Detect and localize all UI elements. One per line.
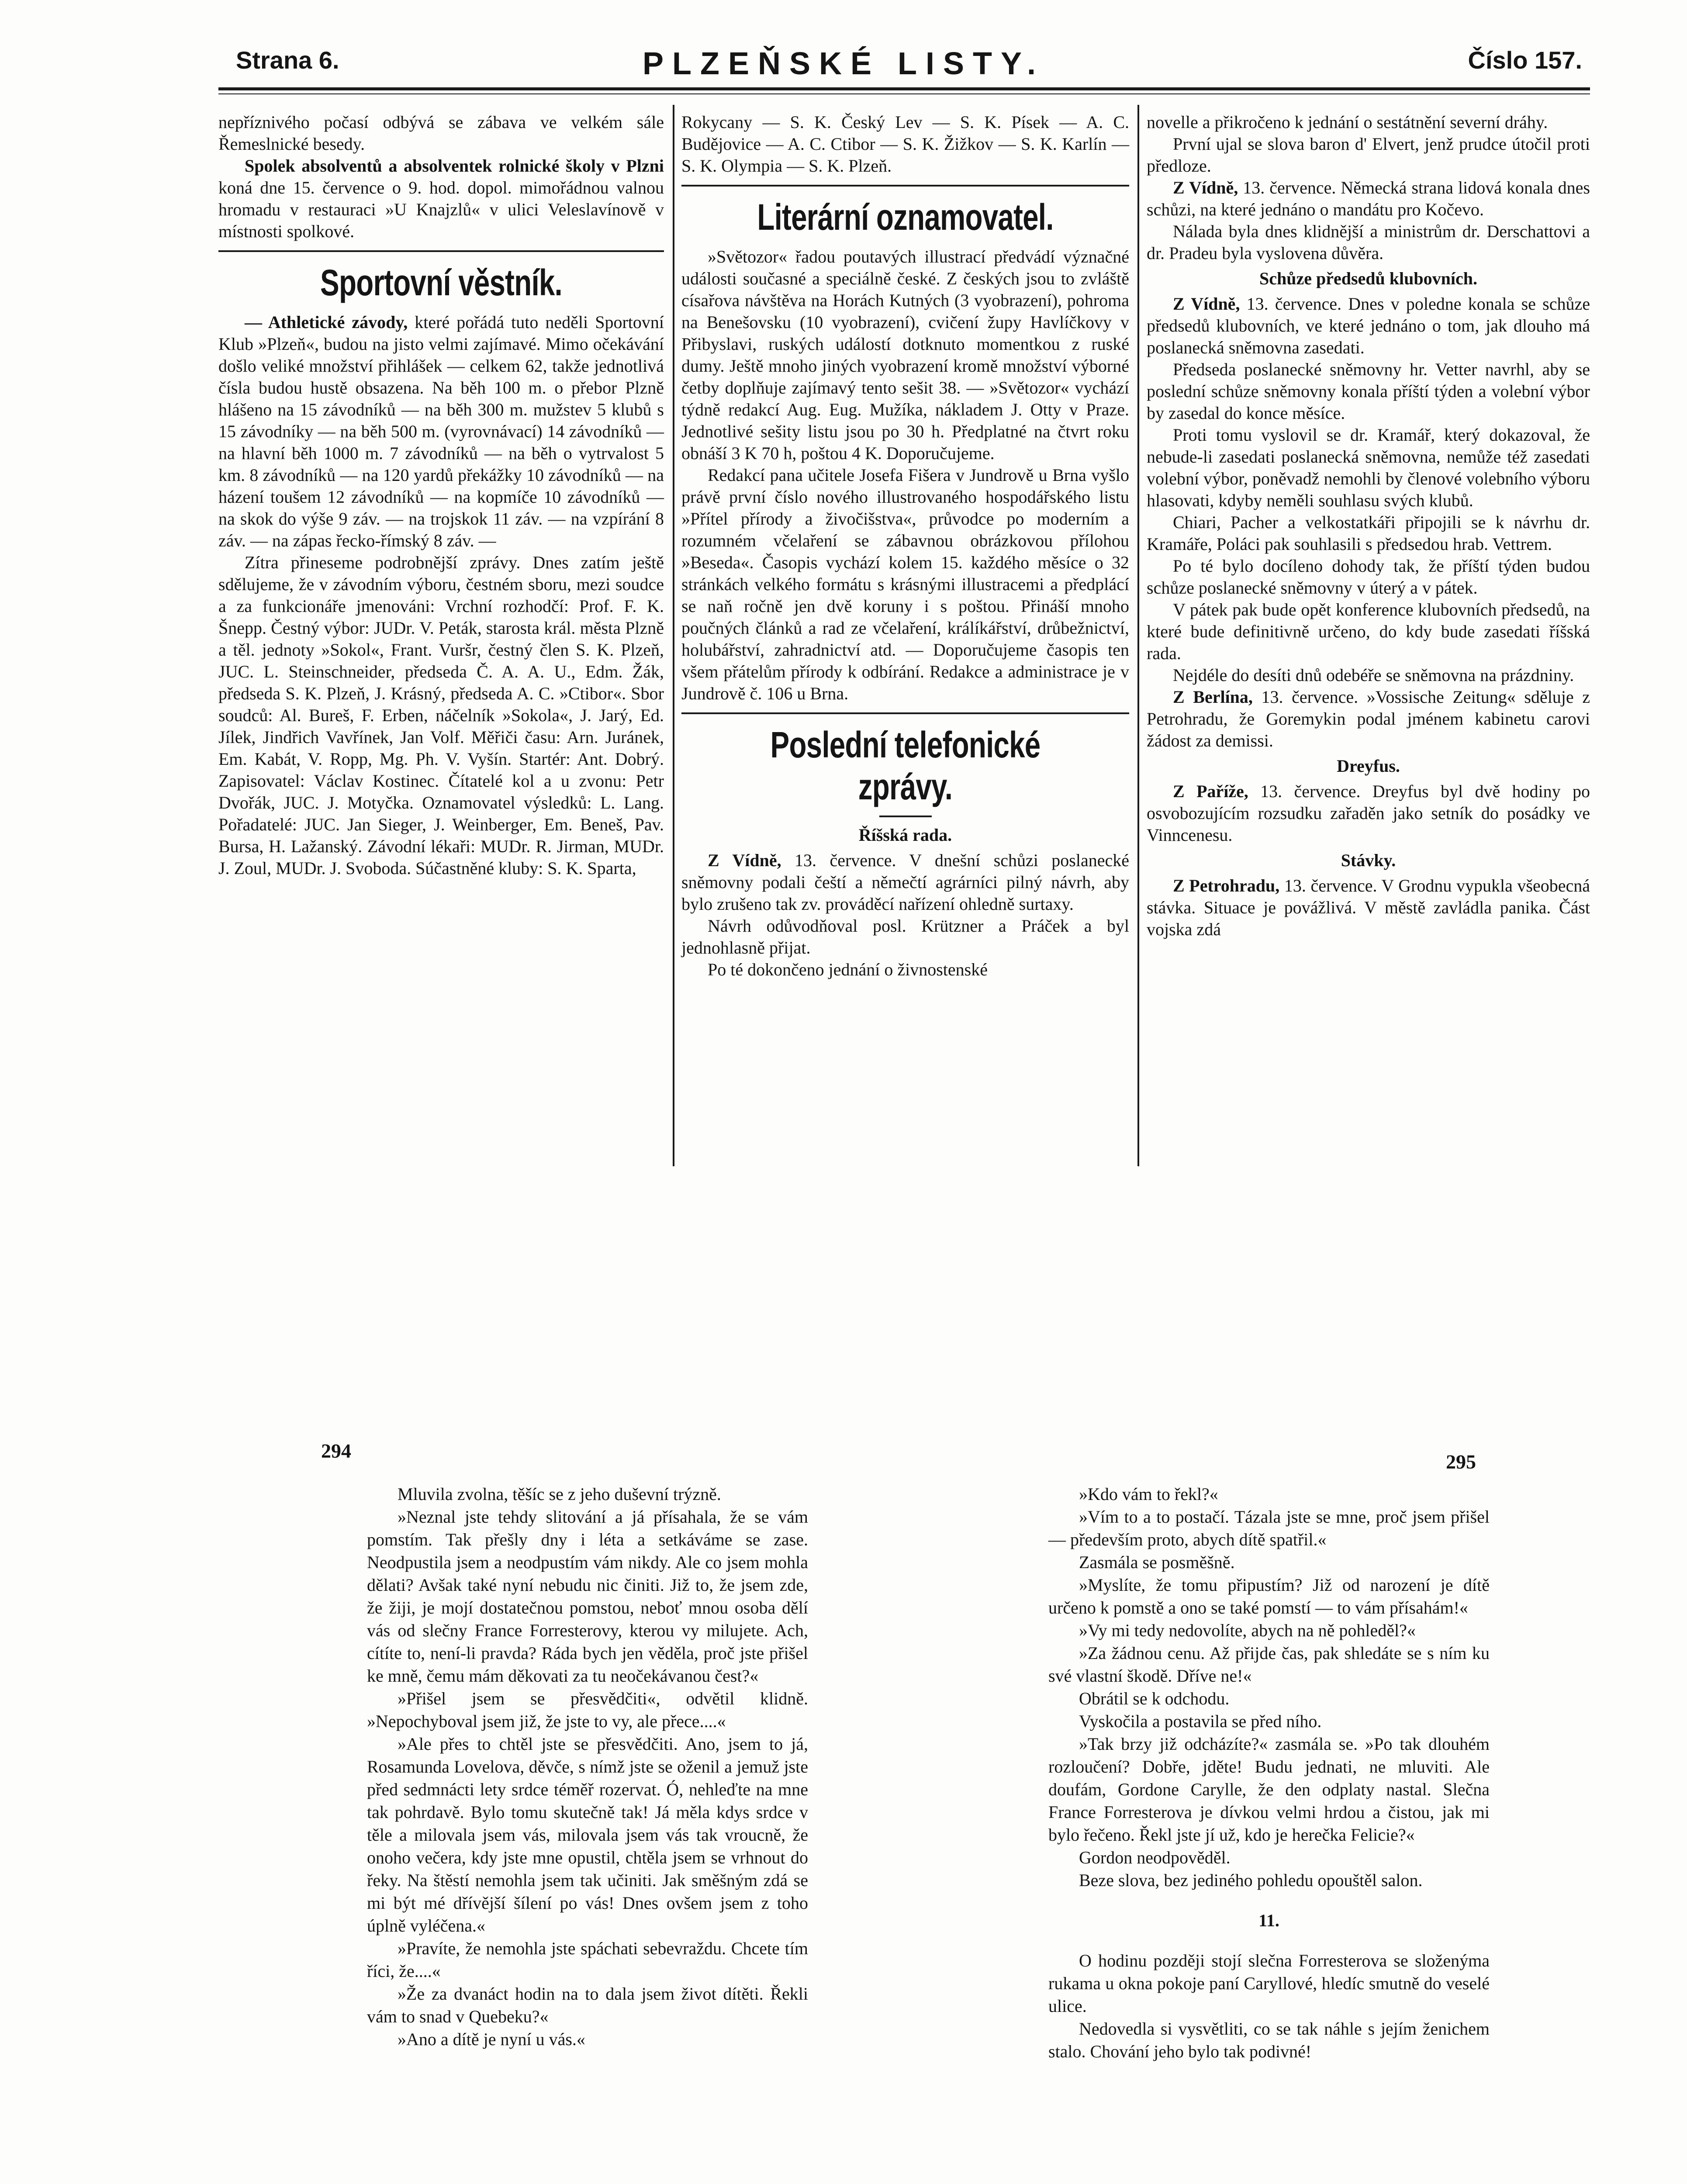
subheading: Schůze předsedů klubovních.	[1259, 269, 1478, 288]
article-lead: Spolek absolventů a absolventek rolnické školy v Plzni	[245, 156, 664, 176]
article-text: Předseda poslanecké sněmovny hr. Vetter navrhl, aby se poslední schůze sněmovny konala příští týden a volební výbor by zasedal do konce měsíce.	[1147, 359, 1590, 423]
article-text: Rokycany — S. K. Český Lev — S. K. Písek — A. C. Budějovice — A. C. Ctibor — S. K. Žižkov — S. K. Karlín — S. K. Olympia — S. K. Plzeň.	[681, 112, 1129, 176]
subheading: Dreyfus.	[1337, 756, 1400, 776]
book-text: Obrátil se k odchodu.	[1079, 1689, 1230, 1708]
article-text: Chiari, Pacher a velkostatkáři připojili se k návrhu dr. Kramáře, Poláci pak souhlasili s předsedou hrab. Vettrem.	[1147, 512, 1590, 554]
article-body: 13. července. V dnešní schůzi poslanecké sněmovny podali čeští a němečtí agrárníci pilný návrh, aby bylo zrušeno tak zv. prováděcí nařízení ohledně surtaxy.	[681, 850, 1129, 914]
article-text: Návrh odůvodňoval posl. Krützner a Práček a byl jednohlasně přijat.	[681, 916, 1129, 957]
article-text: V pátek pak bude opět konference klubovních předsedů, na které bude definitivně určeno, do kdy bude zasedati říšská rada.	[1147, 600, 1590, 663]
header-rule	[218, 87, 1590, 90]
article-lead: Z Vídně,	[1173, 294, 1240, 314]
article-body: 13. července. »Vossische Zeitung« sděluje z Petrohradu, že Goremykin podal jménem kabinetu carovi žádost za demissi.	[1147, 687, 1590, 750]
article-lead: Z Vídně,	[708, 850, 781, 870]
page-number-label: Strana 6.	[236, 46, 339, 74]
article-body: 13. července. Německá strana lidová konala dnes schůzi, na které jednáno o mandátu pro Kočevo.	[1147, 178, 1590, 219]
book-text: Mluvila zvolna, těšíc se z jeho duševní trýzně.	[398, 1484, 721, 1504]
column-divider	[673, 105, 674, 1166]
article-text: Po té dokončeno jednání o živnostenské	[708, 960, 988, 979]
book-page-right	[1048, 1483, 1490, 2063]
article-body: 13. července. V Grodnu vypukla všeobecná stávka. Situace je povážlivá. V městě zavládla panika. Část vojska zdá	[1147, 876, 1590, 939]
article-text	[681, 850, 1129, 915]
article-lead: Z Petrohradu,	[1173, 876, 1280, 895]
article-body: 13. července. Dreyfus byl dvě hodiny po osvobozujícím rozsudku zařaděn jako setník do posádky ve Vinncenesu.	[1147, 781, 1590, 845]
article-body: 13. července. Dnes v poledne konala se schůze předsedů klubovních, ve které jednáno o tom, jak dlouho má poslanecká sněmovna zasedati.	[1147, 294, 1590, 357]
article-lead: — Athletické závody,	[245, 312, 408, 332]
article-text	[1147, 875, 1590, 940]
book-text: Vyskočila a postavila se před ního.	[1079, 1711, 1322, 1731]
chapter-number: 11.	[1258, 1911, 1279, 1930]
section-rule	[218, 250, 664, 252]
article-lead: Z Paříže,	[1173, 781, 1248, 801]
book-page-number-left: 294	[321, 1440, 351, 1462]
book-text: Beze slova, bez jediného pohledu opouštěl salon.	[1079, 1870, 1423, 1890]
section-rule	[681, 185, 1129, 187]
article-text	[1147, 293, 1590, 359]
book-text: Nedovedla si vysvětliti, co se tak náhle s jejím ženichem stalo. Chování jeho bylo tak podivné!	[1048, 2019, 1490, 2061]
article-text: Proti tomu vyslovil se dr. Kramář, který dokazoval, že nebude-li zasedati poslanecká sněmovna, nemůže též zasedati volební výbor, poněvadž nemohli by členové volebního výboru hlasovati, kdyby neměli souhlasu svých klubů.	[1147, 425, 1590, 510]
book-text: »Ale přes to chtěl jste se přesvědčiti. Ano, jsem to já, Rosamunda Lovelova, děvče, s nímž jste se oženil a jemuž jste před sedmnácti lety srdce téměř rozervat. Ó, nehleďte na mne tak pohrdavě. Bylo tomu skutečně tak! Já měla kdys srdce v těle a milovala jsem vás, milovala jsem vás tak vroucně, že onoho večera, kdy jste mne opustil, chtěla jsem se vrhnout do řeky. Na štěstí nemohla jsem tak učiniti. Jak směšným zdá se mi být mé dřívější šílení po vás! Dnes ovšem jsem z toho úplně vyléčena.«	[367, 1734, 808, 1935]
book-text: »Vy mi tedy nedovolíte, abych na ně pohleděl?«	[1079, 1621, 1416, 1640]
book-text: »Myslíte, že tomu připustím? Již od narození je dítě určeno k pomstě a ono se také pomstí — to vám přísahám!«	[1048, 1575, 1490, 1617]
column-divider	[1137, 105, 1139, 1166]
book-text: »Neznal jste tehdy slitování a já přísahala, že se vám pomstím. Tak přešly dny i léta a setkáváme se zase. Neodpustila jsem a neodpustím vám nikdy. Ale co jsem mohla dělati? Avšak také nyní nebudu nic činiti. Již to, že jsem zde, že žiji, je mojí dostatečnou pomstou, neboť mnou osoba dělí vás od slečny France Forresterovy, kterou vy milujete. Ach, cítíte to, není-li pravda? Ráda bych jen věděla, proč jste přišel ke mně, čemu mám děkovati za tu neočekávanou čest?«	[367, 1507, 808, 1686]
book-text: »Pravíte, že nemohla jste spáchati sebevraždu. Chcete tím říci, že....«	[367, 1939, 808, 1981]
subheading: Stávky.	[1341, 850, 1396, 870]
article-text	[1147, 177, 1590, 221]
article-text: nepříznivého počasí odbývá se zábava ve velkém sále Řemeslnické besedy.	[218, 112, 664, 154]
book-text: »Za žádnou cenu. Až přijde čas, pak shledáte se s ním ku své vlastní škodě. Dříve ne!«	[1048, 1643, 1490, 1686]
article-lead: Z Berlína,	[1173, 687, 1253, 707]
book-text: »Přišel jsem se přesvědčiti«, odvětil klidně. »Nepochyboval jsem již, že jste to vy, ale přece....«	[367, 1689, 808, 1731]
article-text: Redakcí pana učitele Josefa Fišera v Jundrově u Brna vyšlo právě první číslo nového illustrovaného hospodářského listu »Přítel přírody a živočišstva«, průvodce po moderním a rozumném včelaření se zábavnou obrázkovou přílohou »Beseda«. Časopis vychází kolem 15. každého měsíce o 32 stránkách velkého formátu s krásnými illustracemi a předplácí se naň ročně jen dvě koruny i s poštou. Přináší mnoho poučných článků a rad ze včelaření, králíkářství, drůbežnictví, holubářství, zahradnictví atd. — Doporučujeme časopis ten všem přátelům přírody k odbírání. Redakce a administrace je v Jundrově č. 106 u Brna.	[681, 465, 1129, 703]
article-body: které pořádá tuto neděli Sportovní Klub »Plzeň«, budou na jisto velmi zajímavé. Mimo očekávání došlo veliké množství přihlášek — celkem 62, takže jednotlivá čísla budou hustě obsazena. Na běh 100 m. o přebor Plzně hlášeno na 15 závodníků — na běh 300 m. mužstev 5 klubů s 15 závodníky — na běh 500 m. (vyrovnávací) 14 závodníků — na hlavní běh 1000 m. 7 závodníků — na běh o vytrvalost 5 km. 8 závodníků — na 120 yardů překážky 10 závodníků — na házení toušem 12 závodníků — na kopmíče 10 závodníků — na skok do výše 9 záv. — na trojskok 11 záv. — na vzpírání 8 záv. — na zápas řecko-římský 8 záv. —	[218, 312, 664, 550]
article-text: »Světozor« řadou poutavých illustrací předvádí význačné události současné a speciálně české. Z českých jsou to zvláště císařova návštěva na Horách Kutných (3 vyobrazení), pohroma na Benešovsku (10 vyobrazení), cvičení župy Havlíčkovy v Přibyslavi, ruských událostí dotknuto momentkou z ruské dumy. Ještě mnoho jiných vyobrazení kromě množství výborné četby doplňuje zajímavý tento sešit 38. — »Světozor« vychází týdně redakcí Aug. Eug. Mužíka, nákladem J. Otty v Praze. Jednotlivé sešity listu jsou po 30 h. Předplatné na čtvrt roku obnáší 3 K 70 h, poštou 4 K. Doporučujeme.	[681, 247, 1129, 463]
article-text	[218, 155, 664, 242]
article-text: Zítra přineseme podrobnější zprávy. Dnes zatím ještě sdělujeme, že v závodním výboru, čestném sboru, mezi soudce a za funkcionáře jmenováni: Vrchní rozhodčí: Prof. F. K. Šnepp. Čestný výbor: JUDr. V. Peták, starosta král. města Plzně a těl. jednoty »Sokol«, Frant. Vuršr, čestný člen S. K. Plzeň, JUC. L. Steinschneider, předseda Č. A. A. U., Edm. Žák, předseda S. K. Plzeň, J. Krásný, předseda A. C. »Ctibor«. Sbor soudců: Al. Bureš, F. Erben, náčelník »Sokola«, J. Jarý, Ed. Jílek, Jindřich Vavřínek, Jan Volf. Měřiči času: Arn. Juránek, Em. Kabát, V. Ropp, Mg. Ph. V. Vyšín. Startér: Ant. Dobrý. Zapisovatel: Václav Kostinec. Čítatelé kol a u zvonu: Petr Dvořák, JUC. J. Motyčka. Oznamovatel výsledků: L. Lang. Pořadatelé: JUC. Jan Sieger, J. Weinberger, Em. Beneš, Pav. Bursa, H. Lažanský. Závodní lékaři: MUDr. R. Jirman, MUDr. J. Zoul, MUDr. J. Svoboda. Súčastněné kluby: S. K. Sparta,	[218, 553, 664, 878]
subheading: Říšská rada.	[858, 825, 952, 845]
book-text: »Kdo vám to řekl?«	[1079, 1484, 1218, 1504]
book-text: »Tak brzy již odcházíte?« zasmála se. »Po tak dlouhém rozloučení? Dobře, jděte! Budu jednati, ne mluviti. Ale doufám, Gordone Carylle, že den odplaty nastal. Slečna France Forresterova je dívkou velmi hrdou a čistou, jak mi bylo řečeno. Řekl jste jí už, kdo je herečka Felicie?«	[1048, 1734, 1490, 1845]
section-heading-sport: Sportovní věstník.	[320, 262, 562, 303]
book-text: O hodinu později stojí slečna Forresterova se složenýma rukama u okna pokoje paní Caryllové, hledíc smutně do veselé ulice.	[1048, 1951, 1490, 2016]
article-text: Nejdéle do desíti dnů odebéře se sněmovna na prázdniny.	[1173, 665, 1574, 685]
newspaper-title: PLZEŇSKÉ LISTY.	[642, 46, 1045, 81]
article-text	[1147, 781, 1590, 846]
article-text: Po té bylo docíleno dohody tak, že příští týden budou schůze poslanecké sněmovny v úterý a v pátek.	[1147, 556, 1590, 598]
article-text	[1147, 686, 1590, 752]
book-text: Gordon neodpověděl.	[1079, 1848, 1231, 1867]
news-column-3	[1147, 111, 1590, 940]
article-text	[218, 311, 664, 552]
article-body: koná dne 15. července o 9. hod. dopol. mimořádnou valnou hromadu v restauraci »U Knajzlů« v ulici Veleslavínově v místnosti spolkové.	[218, 178, 664, 241]
book-page-left	[367, 1483, 808, 2051]
book-text: Zasmála se posměšně.	[1079, 1552, 1235, 1572]
article-lead: Z Vídně,	[1173, 178, 1238, 197]
article-text: První ujal se slova baron d' Elvert, jenž prudce útočil proti předloze.	[1147, 134, 1590, 176]
book-text: »Ano a dítě je nyní u vás.«	[398, 2029, 585, 2049]
ornament-rule	[879, 816, 932, 817]
article-text: novelle a přikročeno k jednání o sestátnění severní dráhy.	[1147, 112, 1548, 132]
section-rule	[681, 712, 1129, 714]
book-text: »Že za dvanáct hodin na to dala jsem život dítěti. Řekli vám to snad v Quebeku?«	[367, 1984, 808, 2026]
section-heading-literary: Literární oznamovatel.	[757, 197, 1054, 238]
news-column-1	[218, 111, 664, 879]
news-column-2	[681, 111, 1129, 981]
section-heading-telephone: Poslední telefonické zprávy.	[770, 724, 1041, 807]
article-text: Nálada byla dnes klidnější a ministrům dr. Derschattovi a dr. Pradeu byla vyslovena důvěra.	[1147, 221, 1590, 263]
book-text: »Vím to a to postačí. Tázala jste se mne, proč jsem přišel — především proto, abych dítě spatřil.«	[1048, 1507, 1490, 1549]
issue-number: Číslo 157.	[1468, 46, 1582, 74]
header-rule-thin	[218, 93, 1590, 94]
book-page-number-right: 295	[1446, 1451, 1476, 1473]
